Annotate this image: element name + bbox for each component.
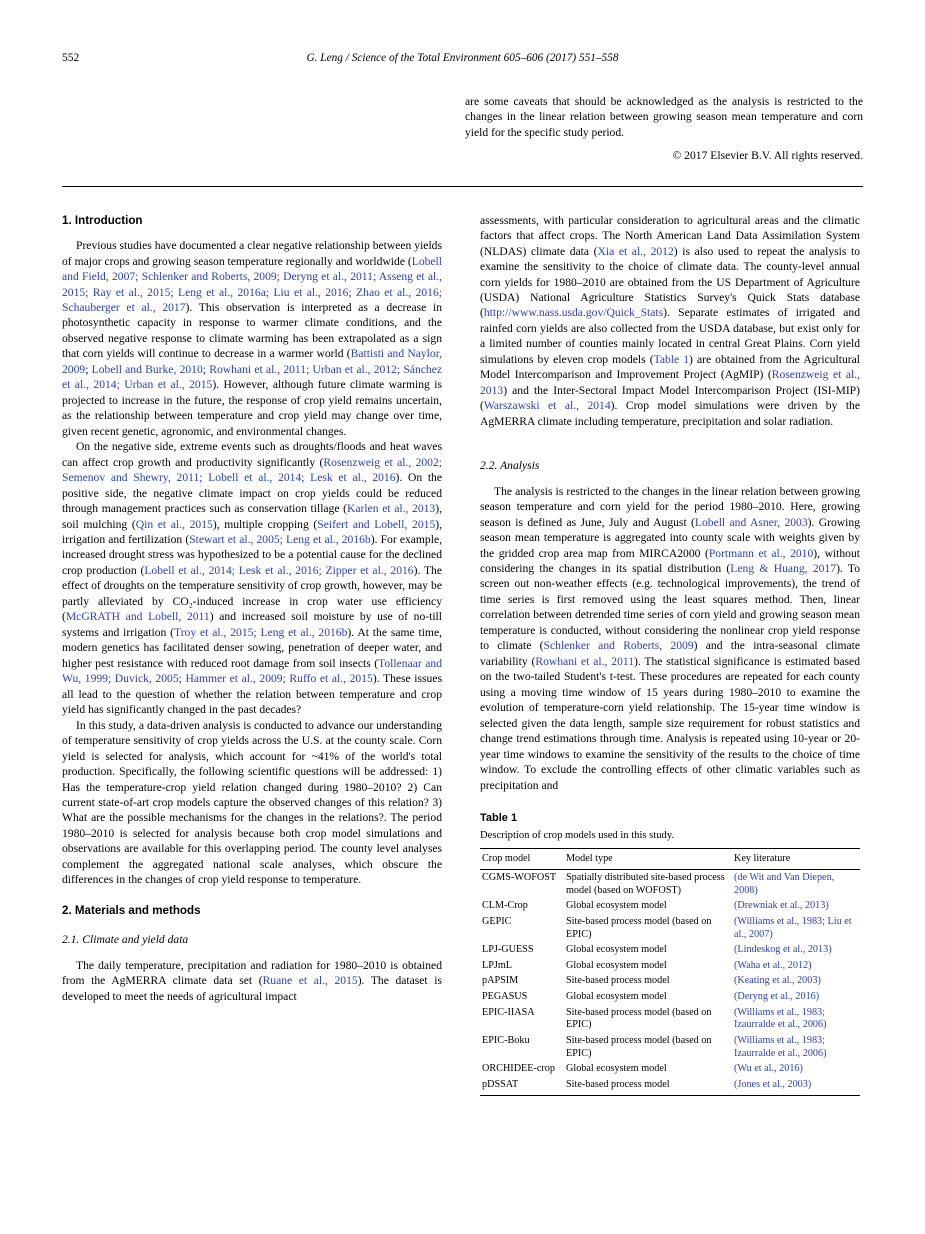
crop-models-table	[480, 848, 860, 1096]
cell-key-literature[interactable]: (Deryng et al., 2016)	[734, 991, 820, 1003]
citation-link[interactable]: McGRATH and Lobell, 2011	[65, 610, 210, 624]
cell-key-literature[interactable]: (de Wit and Van Diepen, 2008)	[734, 871, 835, 896]
paragraph-analysis	[480, 484, 860, 793]
text-run: The analysis is restricted to the changes in the linear relation between growing season temperature and corn yield for the period 1980–2010. Here, growing season is defined as June, July and August (	[480, 484, 860, 529]
citation-link[interactable]: Karlen et al., 2013	[347, 502, 436, 516]
text-run: ). For example, increased drought stress was hypothesized to be a potential cause for the declined crop production (	[62, 533, 442, 577]
paragraph-intro-1	[62, 238, 442, 439]
citation-link[interactable]: Leng & Huang, 2017	[730, 562, 837, 575]
text-run: ) is also used to repeat the analysis to examine the sensitivity to the choice of climate data. The county-level annual corn yields for 1980–2010 are obtained from the US Department of Agriculture (USDA) National Agriculture Statistics Survey's Quick Stats database (	[480, 244, 861, 320]
text-run: Previous studies have documented a clear negative relationship between yields of major crops and growing season temperature regionally and worldwide (	[62, 239, 442, 268]
cell-crop-model: LPJ-GUESS	[482, 944, 534, 956]
text-run: ). Crop model simulations were driven by the AgMERRA climate including temperature, precipitation and solar radiation.	[480, 399, 860, 428]
horizontal-rule	[62, 186, 863, 187]
table-row	[480, 990, 860, 1006]
table-row	[480, 943, 860, 959]
table-row	[480, 1034, 860, 1062]
text-run: assessments, with particular consideration to agricultural areas and the climatic factors that affect crops. The North American Land Data Assimilation System (NLDAS) climate data (	[480, 213, 860, 258]
cell-key-literature[interactable]: (Drewniak et al., 2013)	[734, 900, 829, 912]
body-columns	[62, 213, 863, 1096]
text-run: ) and the intra-seasonal climate variability (	[480, 639, 860, 668]
text-run: ). On the positive side, the negative climate impact on crop yields could be reduced through management practices such as conservation tillage (	[62, 471, 442, 516]
cell-model-type: Spatially distributed site-based process model (based on WOFOST)	[566, 871, 725, 896]
text-run: ). Separate estimates of irrigated and rainfed corn yields are also collected from the USDA database, but exist only for a limited number of counties mainly located in central Great Plains. Corn yield simulations by eleven crop models (	[480, 306, 860, 366]
text-run: ). The statistical significance is estimated based on the two-tailed Student's t-test. These procedures are repeated for each county using a moving time window of 15 years during 1980–2010 to examine the evolution of temperature-corn yield relationship. The 15-year time window is selected given the data length, sample size requirement for robust statistics and change trend estimations through time. Analysis is repeated using 10-year or 20-year time windows to examine the sensitivity of the results to the choice of time window. To exclude the controlling effects of other climatic variables such as precipitation and	[480, 654, 860, 792]
cell-model-type: Global ecosystem model	[566, 959, 667, 971]
abstract-continuation	[465, 94, 863, 164]
table-row	[480, 1005, 860, 1033]
cell-key-literature[interactable]: (Williams et al., 1983; Izaurralde et al., 2006)	[734, 1035, 827, 1059]
cell-model-type: Global ecosystem model	[566, 991, 667, 1003]
citation-link[interactable]: Rowhani et al., 2011	[535, 654, 635, 668]
text-run: The daily temperature, precipitation and radiation for 1980–2010 is obtained from the AgMERRA climate data set (	[62, 958, 442, 988]
paragraph-intro-3: In this study, a data-driven analysis is conducted to advance our understanding of temperature sensitivity of crop yields across the U.S. at the county scale. Corn yield is selected for analysis, which account for ~41% of the world's total production. Specifically, the following scientific questions will be addressed: 1) Has the temperature-crop yield relation changed during 1980–2010? 2) Can current state-of-art crop models capture the observed changes of this relation? 3) What are the possible mechanisms for the changes in the relations?. The period 1980–2010 is selected for analysis because both crop model simulations and observations are available for this overlapping period. The county level analyses complement the aggregated national scale analyses, which obscure the differences in the changes of crop yield response to temperature.	[62, 718, 442, 887]
cell-crop-model: GEPIC	[482, 915, 512, 927]
table-row	[480, 974, 860, 990]
text-run: ). The effect of droughts on the temperature sensitivity of crop growth, however, may be partly alleviated by CO₂-induced increase in crop water use efficiency (	[62, 563, 442, 624]
text-run: ), soil mulching (	[62, 502, 442, 531]
cell-model-type: Site-based process model (based on EPIC)	[566, 1006, 712, 1031]
heading-introduction: 1. Introduction	[62, 213, 143, 227]
citation-link[interactable]: Seifert and Lobell, 2015	[317, 517, 436, 531]
cell-crop-model: ORCHIDEE-crop	[482, 1063, 555, 1075]
text-run: ), irrigation and fertilization (	[62, 517, 443, 546]
table-row	[480, 870, 860, 899]
cell-key-literature[interactable]: (Wu et al., 2016)	[734, 1063, 803, 1075]
text-run: ) are obtained from the Agricultural Model Intercomparison and Improvement Project (AgMIP) (	[480, 352, 860, 382]
citation-link[interactable]: Schlenker and Roberts, 2009	[543, 639, 694, 653]
heading-materials-methods: 2. Materials and methods	[62, 903, 201, 917]
cell-key-literature[interactable]: (Waha et al., 2012)	[734, 959, 812, 971]
citation-link[interactable]: Xia et al., 2012	[597, 244, 674, 258]
cell-crop-model: pDSSAT	[480, 1077, 564, 1095]
cell-key-literature[interactable]: (Lindeskog et al., 2013)	[734, 944, 832, 956]
text-run: ), multiple cropping (	[212, 517, 318, 531]
cell-crop-model: CGMS-WOFOST	[482, 871, 557, 883]
text-run: ). To screen out non-weather effects (e.g. technological improvements), the trend of time series is first removed using the least squares method. Then, linear correlation between detrended time series of corn yield and growing season mean temperature is conducted, without considering the nonlinear crop yield response to climate (	[480, 562, 860, 653]
citation-link[interactable]: Rosenzweig et al., 2002; Semenov and Shewry, 2011; Lobell et al., 2014; Lesk et al., 2016	[62, 455, 442, 485]
cell-crop-model: pAPSIM	[482, 975, 519, 987]
table-1	[480, 811, 860, 1096]
table-row	[480, 958, 860, 974]
right-column	[480, 213, 860, 1096]
page-number: 552	[62, 52, 80, 64]
text-run: On the negative side, extreme events such as droughts/floods and heat waves can affect crop growth and productivity significantly (	[62, 440, 442, 469]
cell-model-type: Site-based process model (based on EPIC)	[566, 915, 712, 940]
journal-reference: G. Leng / Science of the Total Environment 605–606 (2017) 551–558	[306, 52, 619, 64]
heading-analysis: 2.2. Analysis	[480, 459, 540, 473]
cell-model-type: Site-based process model	[566, 975, 670, 987]
cell-key-literature[interactable]: (Keating et al., 2003)	[734, 975, 821, 987]
cell-crop-model: PEGASUS	[482, 991, 528, 1003]
text-run: ). The dataset is developed to meet the needs of agricultural impact	[62, 974, 442, 1003]
table-row	[480, 914, 860, 942]
table-caption: Description of crop models used in this study.	[480, 829, 675, 841]
table-reference-link[interactable]: Table 1	[653, 352, 690, 366]
text-run: ). Growing season mean temperature is aggregated into county scale with weights given by the gridded crop area map from MIRCA2000 (	[480, 515, 860, 560]
citation-link[interactable]: Tollenaar and Wu, 1999; Duvick, 2005; Hammer et al., 2009; Ruffo et al., 2015	[62, 656, 442, 686]
heading-climate-yield-data: 2.1. Climate and yield data	[62, 933, 189, 947]
citation-link[interactable]: Qin et al., 2015	[135, 517, 213, 531]
cell-model-type: Global ecosystem model	[566, 944, 667, 956]
citation-link[interactable]: Lobell et al., 2014; Lesk et al., 2016; Zipper et al., 2016	[144, 563, 414, 577]
cell-model-type: Site-based process model (based on EPIC)	[566, 1035, 712, 1059]
text-run: ) and increased soil moisture by use of no-till systems and irrigation (	[62, 610, 442, 639]
cell-model-type: Site-based process model	[564, 1077, 732, 1095]
paragraph-climate-data-cont	[480, 213, 860, 430]
table-row	[480, 899, 860, 915]
table-row	[480, 1062, 860, 1078]
text-run: ). At the same time, modern genetics has facilitated denser sowing, penetration of deeper water, and higher pest resistance with reduced root damage from soil insects (	[62, 625, 442, 670]
cell-crop-model: EPIC-Boku	[482, 1035, 530, 1047]
citation-link[interactable]: Portmann et al., 2010	[708, 546, 814, 560]
text-run: ). These issues all lead to the question of whether the relation between temperature and crop yield has significantly changed in the past decades?	[62, 672, 442, 717]
citation-link[interactable]: Lobell and Field, 2007; Schlenker and Roberts, 2009; Deryng et al., 2011; Asseng et al., 2015; Ray et al., 2015; Leng et al., 2016a; Liu et al., 2016; Zhao et al., 2016; Schauberger et al., 2017	[62, 254, 442, 314]
text-run: ;	[85, 362, 92, 376]
table-row	[480, 1077, 860, 1095]
text-run: ) and the Inter-Sectoral Impact Model Intercomparison Project (ISI-MIP) (	[480, 383, 860, 413]
text-run: ). However, although future climate warming is projected to increase in the future, the response of crop yield remains uncertain, as the relationship between temperature and crop yield may change over time, given recent genetic, agronomic, and environmental changes.	[62, 378, 442, 438]
citation-link[interactable]: Battisti and Naylor, 2009	[62, 347, 442, 376]
table-label: Table 1	[480, 812, 518, 825]
table-header-row	[480, 848, 860, 870]
cell-key-literature[interactable]: (Jones et al., 2003)	[732, 1077, 860, 1095]
citation-link[interactable]: Lobell and Asner, 2003	[694, 515, 808, 529]
column-header-model-type: Model type	[564, 848, 732, 870]
text-run: ). This observation is interpreted as a decrease in photosynthetic capacity in response to warmer climate conditions, and the observed negative response to climate warming has been extrapolated as a sign that corn yields will continue to decrease in a warmer world (	[62, 300, 442, 361]
cell-model-type: Global ecosystem model	[566, 900, 667, 912]
cell-crop-model: EPIC-IIASA	[482, 1006, 535, 1018]
abstract-text: are some caveats that should be acknowledged as the analysis is restricted to the changes in the linear relation between growing season mean temperature and corn yield for the specific study period.	[465, 95, 863, 139]
column-header-key-literature: Key literature	[732, 848, 860, 870]
citation-link[interactable]: Lobell and Burke, 2010; Rowhani et al., 2011; Urban et al., 2012; Sánchez et al., 2014; Urban et al., 2015	[62, 362, 443, 392]
copyright-line: © 2017 Elsevier B.V. All rights reserved.	[672, 149, 863, 163]
cell-model-type: Global ecosystem model	[566, 1063, 667, 1075]
cell-key-literature[interactable]: (Williams et al., 1983; Liu et al., 2007)	[734, 915, 852, 940]
citation-link[interactable]: Warszawski et al., 2014	[483, 399, 611, 413]
cell-crop-model: LPJmL	[482, 959, 513, 971]
cell-crop-model: CLM-Crop	[482, 900, 528, 912]
column-header-crop-model: Crop model	[480, 848, 564, 870]
url-link[interactable]: http://www.nass.usda.gov/Quick_Stats	[483, 306, 664, 320]
paragraph-intro-2	[62, 439, 442, 717]
cell-key-literature[interactable]: (Williams et al., 1983; Izaurralde et al., 2006)	[734, 1006, 827, 1031]
citation-link[interactable]: Troy et al., 2015; Leng et al., 2016b	[174, 625, 348, 639]
text-run: ), without considering the changes in its spatial distribution (	[480, 546, 860, 575]
citation-link[interactable]: Rosenzweig et al., 2013	[480, 368, 860, 397]
citation-link[interactable]: Ruane et al., 2015	[262, 974, 358, 988]
running-head	[62, 52, 863, 74]
citation-link[interactable]: Stewart et al., 2005; Leng et al., 2016b	[189, 533, 371, 546]
left-column	[62, 213, 442, 1096]
paragraph-climate-data	[62, 958, 442, 1004]
